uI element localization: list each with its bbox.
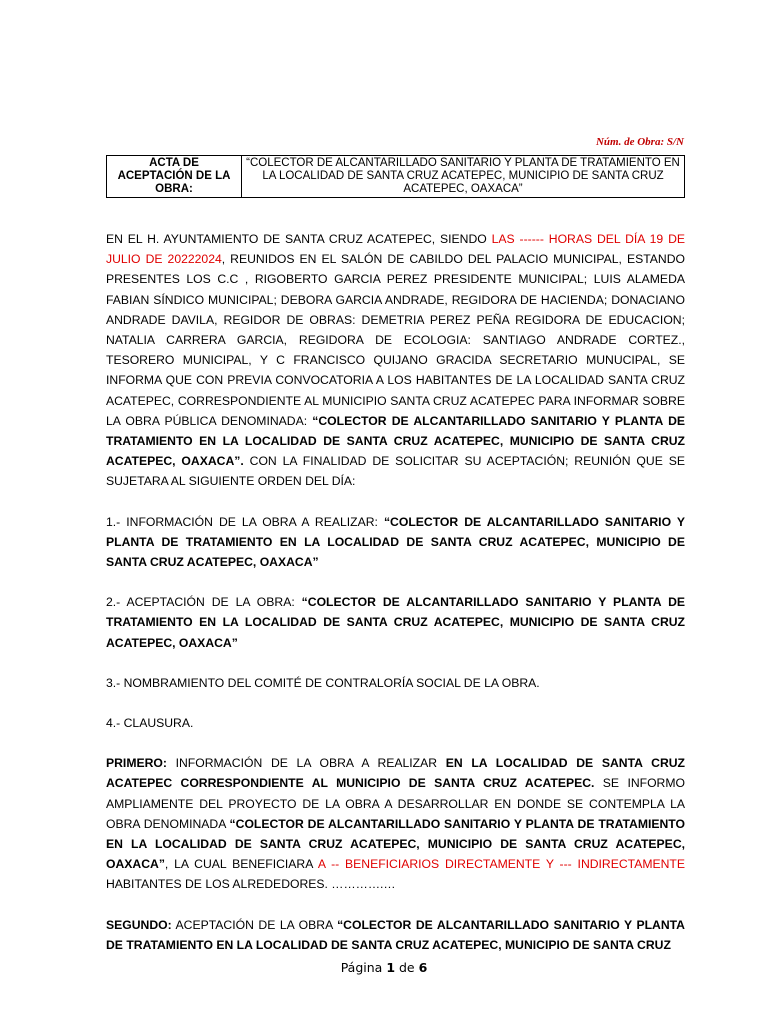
primero-heading: PRIMERO:	[106, 756, 167, 771]
primero-text-3: , LA CUAL BENEFICIARA	[164, 857, 318, 872]
agenda-item-1-obra: “COLECTOR DE ALCANTARILLADO SANITARIO Y PLANTA DE TRATAMIENTO EN LA LOCALIDAD DE SANTA CRUZ ACATEPEC, MUNICIPIO DE SANTA CRUZ ACATEPEC, OAXACA”	[106, 514, 685, 570]
intro-attendees: , REUNIDOS EN EL SALÓN DE CABILDO DEL PALACIO MUNICIPAL, ESTANDO PRESENTES LOS C.C , RIGOBERTO GARCIA PEREZ PRESIDENTE MUNICIPAL; LUIS ALAMEDA FABIAN SÍNDICO MUNICIPAL; DEBORA GARCIA ANDRADE, REGIDORA DE HACIENDA; DONACIANO ANDRADE DAVILA, REGIDOR DE OBRAS: DEMETRIA PEREZ PEÑA REGIDORA DE EDUCACION; NATALIA CARRERA GARCIA, REGIDORA DE ECOLOGIA: SANTIAGO ANDRADE CORTEZ., TESORERO MUNICIPAL, Y C FRANCISCO QUIJANO GRACIDA SECRETARIO MUNUCIPAL, SE INFORMA QUE CON PREVIA CONVOCATORIA A LOS HABITANTES DE LA LOCALIDAD SANTA CRUZ ACATEPEC, CORRESPONDIENTE AL MUNICIPIO SANTA CRUZ ACATEPEC PARA INFORMAR SOBRE LA OBRA PÚBLICA DENOMINADA:	[106, 252, 685, 428]
agenda-item-2	[106, 592, 685, 653]
footer-of-label: de	[399, 960, 415, 975]
agenda-item-3: 3.- NOMBRAMIENTO DEL COMITÉ DE CONTRALORÍA SOCIAL DE LA OBRA.	[106, 675, 540, 690]
obra-title: “COLECTOR DE ALCANTARILLADO SANITARIO Y PLANTA DE TRATAMIENTO EN LA LOCALIDAD DE SANTA CRUZ ACATEPEC, MUNICIPIO DE SANTA CRUZ ACATEPEC, OAXACA”	[242, 156, 685, 198]
intro-obra-name: “COLECTOR DE ALCANTARILLADO SANITARIO Y PLANTA DE TRATAMIENTO EN LA LOCALIDAD DE SANTA CRUZ ACATEPEC, MUNICIPIO DE SANTA CRUZ ACATEPEC, OAXACA”.	[106, 413, 686, 469]
document-body	[106, 229, 685, 955]
segundo-heading: SEGUNDO:	[106, 917, 172, 932]
primero-obra-name: “COLECTOR DE ALCANTARILLADO SANITARIO Y PLANTA DE TRATAMIENTO EN LA LOCALIDAD DE SANTA CRUZ ACATEPEC, MUNICIPIO DE SANTA CRUZ ACATEPEC, OAXACA”	[106, 816, 685, 872]
obra-number: Núm. de Obra: S/N	[595, 136, 684, 148]
primero-localidad: EN LA LOCALIDAD DE SANTA CRUZ ACATEPEC CORRESPONDIENTE AL MUNICIPIO DE SANTA CRUZ ACATEPEC.	[106, 756, 685, 791]
intro-closing: CON LA FINALIDAD DE SOLICITAR SU ACEPTACIÓN; REUNIÓN QUE SE SUJETARA AL SIGUIENTE ORDEN DEL DÍA:	[106, 454, 685, 489]
agenda-item-2-label: 2.- ACEPTACIÓN DE LA OBRA:	[106, 595, 302, 610]
agenda-item-1	[106, 512, 685, 573]
agenda-item-1-label: 1.- INFORMACIÓN DE LA OBRA A REALIZAR:	[106, 514, 384, 529]
page-footer	[0, 960, 768, 975]
footer-page-label: Página	[340, 960, 383, 975]
intro-paragraph	[106, 229, 685, 492]
agenda-item-4: 4.- CLAUSURA.	[106, 716, 194, 731]
intro-date-highlight: LAS ------ HORAS DEL DÍA 19 DE JULIO DE 20222024	[106, 232, 686, 267]
segundo-paragraph	[106, 915, 685, 955]
segundo-obra-name: “COLECTOR DE ALCANTARILLADO SANITARIO Y PLANTA DE TRATAMIENTO EN LA LOCALIDAD DE SANTA CRUZ ACATEPEC, MUNICIPIO DE SANTA CRUZ	[106, 917, 685, 952]
footer-current-page: 1	[386, 960, 396, 975]
intro-text: EN EL H. AYUNTAMIENTO DE SANTA CRUZ ACATEPEC, SIENDO	[106, 232, 492, 246]
acta-label: ACTA DE ACEPTACIÓN DE LA OBRA:	[107, 156, 242, 198]
agenda-item-2-obra: “COLECTOR DE ALCANTARILLADO SANITARIO Y PLANTA DE TRATAMIENTO EN LA LOCALIDAD DE SANTA CRUZ ACATEPEC, MUNICIPIO DE SANTA CRUZ ACATEPEC, OAXACA”	[106, 595, 685, 650]
primero-beneficiarios-highlight: A -- BENEFICIARIOS DIRECTAMENTE Y --- INDIRECTAMENTE	[317, 857, 685, 872]
primero-text-2: SE INFORMO AMPLIAMENTE DEL PROYECTO DE LA OBRA A DESARROLLAR EN DONDE SE CONTEMPLA LA OBRA DENOMINADA	[106, 776, 685, 831]
segundo-text: ACEPTACIÓN DE LA OBRA	[171, 917, 338, 932]
primero-paragraph	[106, 753, 685, 894]
primero-text-4: HABITANTES DE LOS ALREDEDORES. ………….…	[106, 877, 396, 892]
acta-header-table	[106, 155, 685, 198]
primero-text-1: INFORMACIÓN DE LA OBRA A REALIZAR	[166, 756, 446, 771]
footer-total-pages: 6	[418, 960, 428, 975]
